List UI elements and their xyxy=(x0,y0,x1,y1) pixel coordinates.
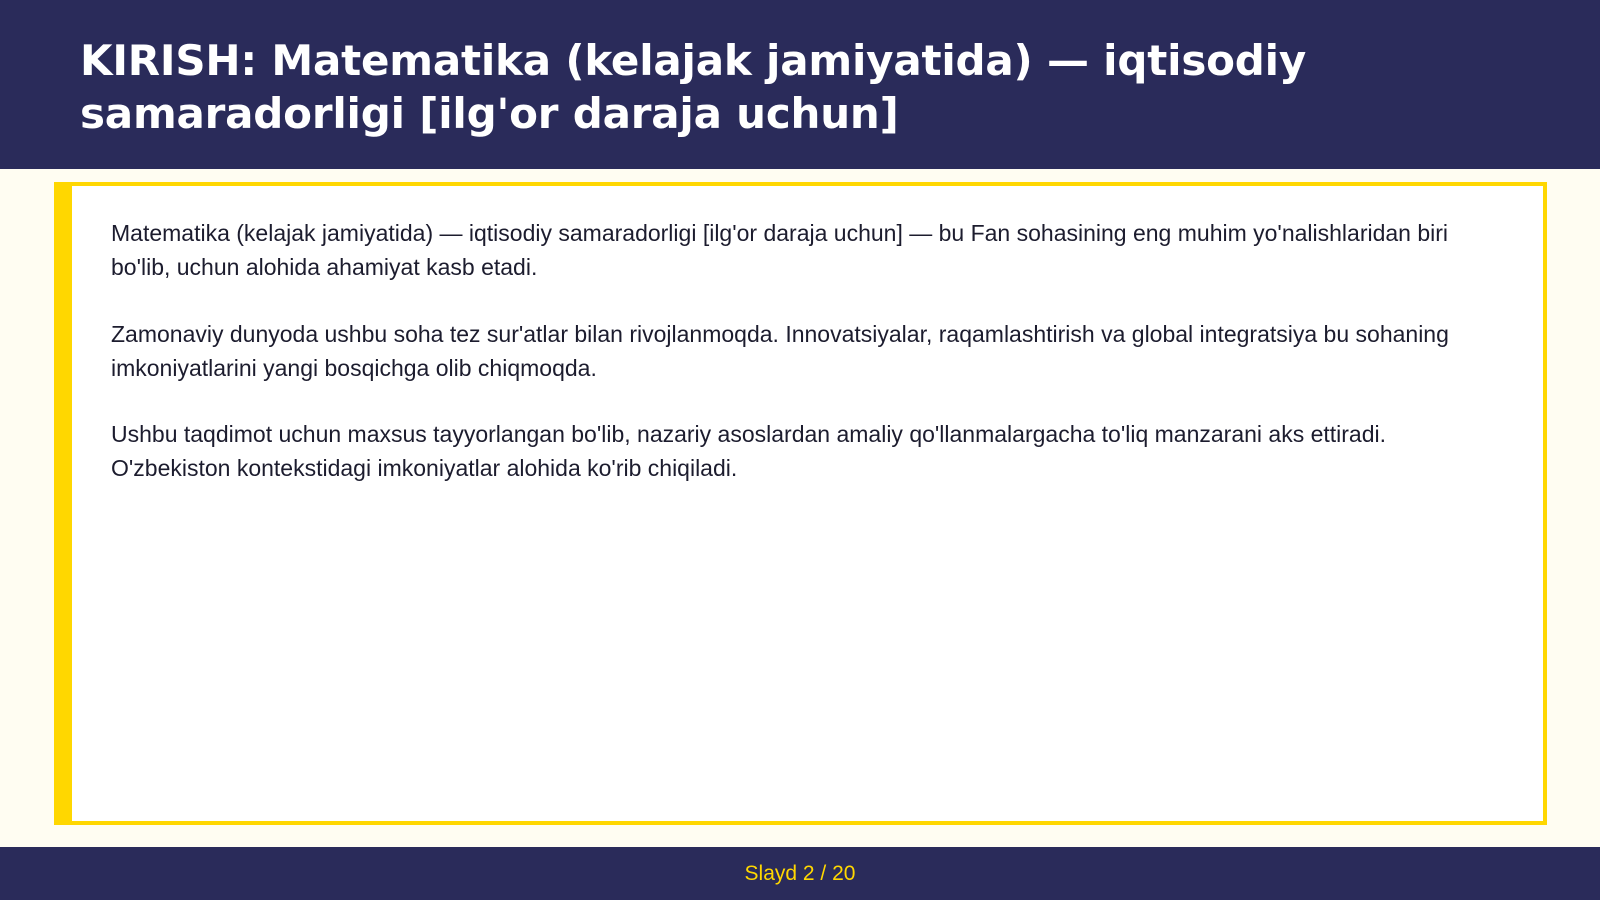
presentation-paragraph: Ushbu taqdimot uchun maxsus tayyorlangan bo'lib, nazariy asoslardan amaliy qo'llanmalargacha to'liq manzarani aks ettiradi. O'zbekiston kontekstidagi imkoniyatlar alohida ko'rib chiqiladi. xyxy=(111,421,1387,481)
slide-number: Slayd 2 / 20 xyxy=(744,862,856,885)
slide-header xyxy=(0,0,1600,169)
intro-paragraph: Matematika (kelajak jamiyatida) — iqtisodiy samaradorligi [ilg'or daraja uchun] — bu Fan sohasining eng muhim yo'nalishlaridan biri bo'lib, uchun alohida ahamiyat kasb etadi. xyxy=(111,220,1449,280)
content-panel xyxy=(54,182,1547,825)
slide-footer xyxy=(0,847,1600,900)
slide-title: KIRISH: Matematika (kelajak jamiyatida) — iqtisodiy samaradorligi [ilg'or daraja uchun] xyxy=(80,36,1307,138)
modern-world-paragraph: Zamonaviy dunyoda ushbu soha tez sur'atlar bilan rivojlanmoqda. Innovatsiyalar, raqamlashtirish va global integratsiya bu sohaning imkoniyatlarini yangi bosqichga olib chiqmoqda. xyxy=(111,321,1449,381)
